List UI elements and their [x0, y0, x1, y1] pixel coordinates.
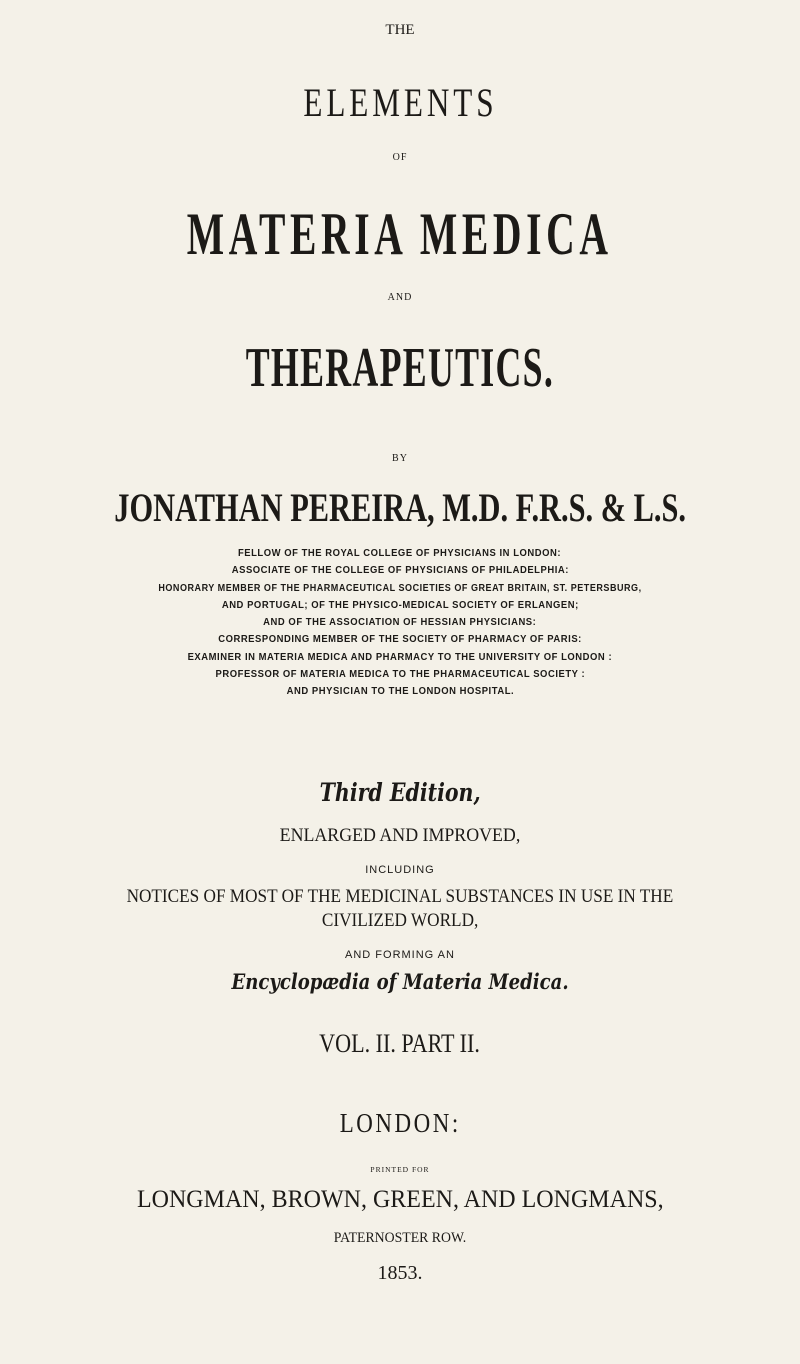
credential-line: PROFESSOR OF MATERIA MEDICA TO THE PHARMACEUTICAL SOCIETY :: [215, 668, 585, 681]
credential-line: AND PHYSICIAN TO THE LONDON HOSPITAL.: [286, 685, 514, 698]
word-by: BY: [392, 453, 408, 464]
word-of: OF: [392, 152, 408, 163]
author-name: JONATHAN PEREIRA, M.D. F.R.S. & L.S.: [114, 485, 686, 530]
credential-line: HONORARY MEMBER OF THE PHARMACEUTICAL SOCIETIES OF GREAT BRITAIN, ST. PETERSBURG,: [158, 581, 642, 594]
credential-line: AND PORTUGAL; OF THE PHYSICO-MEDICAL SOCIETY OF ERLANGEN;: [221, 598, 579, 611]
enlarged-improved: ENLARGED AND IMPROVED,: [279, 825, 521, 846]
volume-part: VOL. II. PART II.: [319, 1029, 481, 1058]
imprint-city: LONDON:: [339, 1108, 461, 1138]
word-the: THE: [385, 22, 415, 38]
printed-for: PRINTED FOR: [370, 1165, 430, 1174]
credential-line: AND OF THE ASSOCIATION OF HESSIAN PHYSICIANS:: [263, 616, 537, 629]
and-forming-an: AND FORMING AN: [345, 949, 455, 961]
author-credentials: [0, 545, 800, 701]
notices-line-2: CIVILIZED WORLD,: [321, 911, 479, 931]
edition-statement: Third Edition,: [319, 778, 481, 807]
publisher-name: LONGMAN, BROWN, GREEN, AND LONGMANS,: [136, 1186, 664, 1213]
encyclopaedia-title: Encyclopædia of Materia Medica.: [231, 969, 569, 994]
imprint-year: 1853.: [377, 1262, 423, 1284]
credential-line: EXAMINER IN MATERIA MEDICA AND PHARMACY TO THE UNIVERSITY OF LONDON :: [187, 650, 613, 663]
title-therapeutics: THERAPEUTICS.: [245, 337, 555, 399]
notices-line-1: NOTICES OF MOST OF THE MEDICINAL SUBSTANCES IN USE IN THE: [126, 887, 674, 907]
title-elements: ELEMENTS: [302, 80, 498, 125]
word-including: INCLUDING: [365, 864, 435, 876]
credential-line: CORRESPONDING MEMBER OF THE SOCIETY OF PHARMACY OF PARIS:: [218, 633, 582, 646]
credential-line: FELLOW OF THE ROYAL COLLEGE OF PHYSICIANS IN LONDON:: [238, 547, 562, 559]
word-and: AND: [387, 292, 413, 303]
title-materia-medica: MATERIA MEDICA: [187, 201, 613, 267]
publisher-address: PATERNOSTER ROW.: [333, 1230, 467, 1246]
credential-line: ASSOCIATE OF THE COLLEGE OF PHYSICIANS OF PHILADELPHIA:: [231, 564, 569, 577]
